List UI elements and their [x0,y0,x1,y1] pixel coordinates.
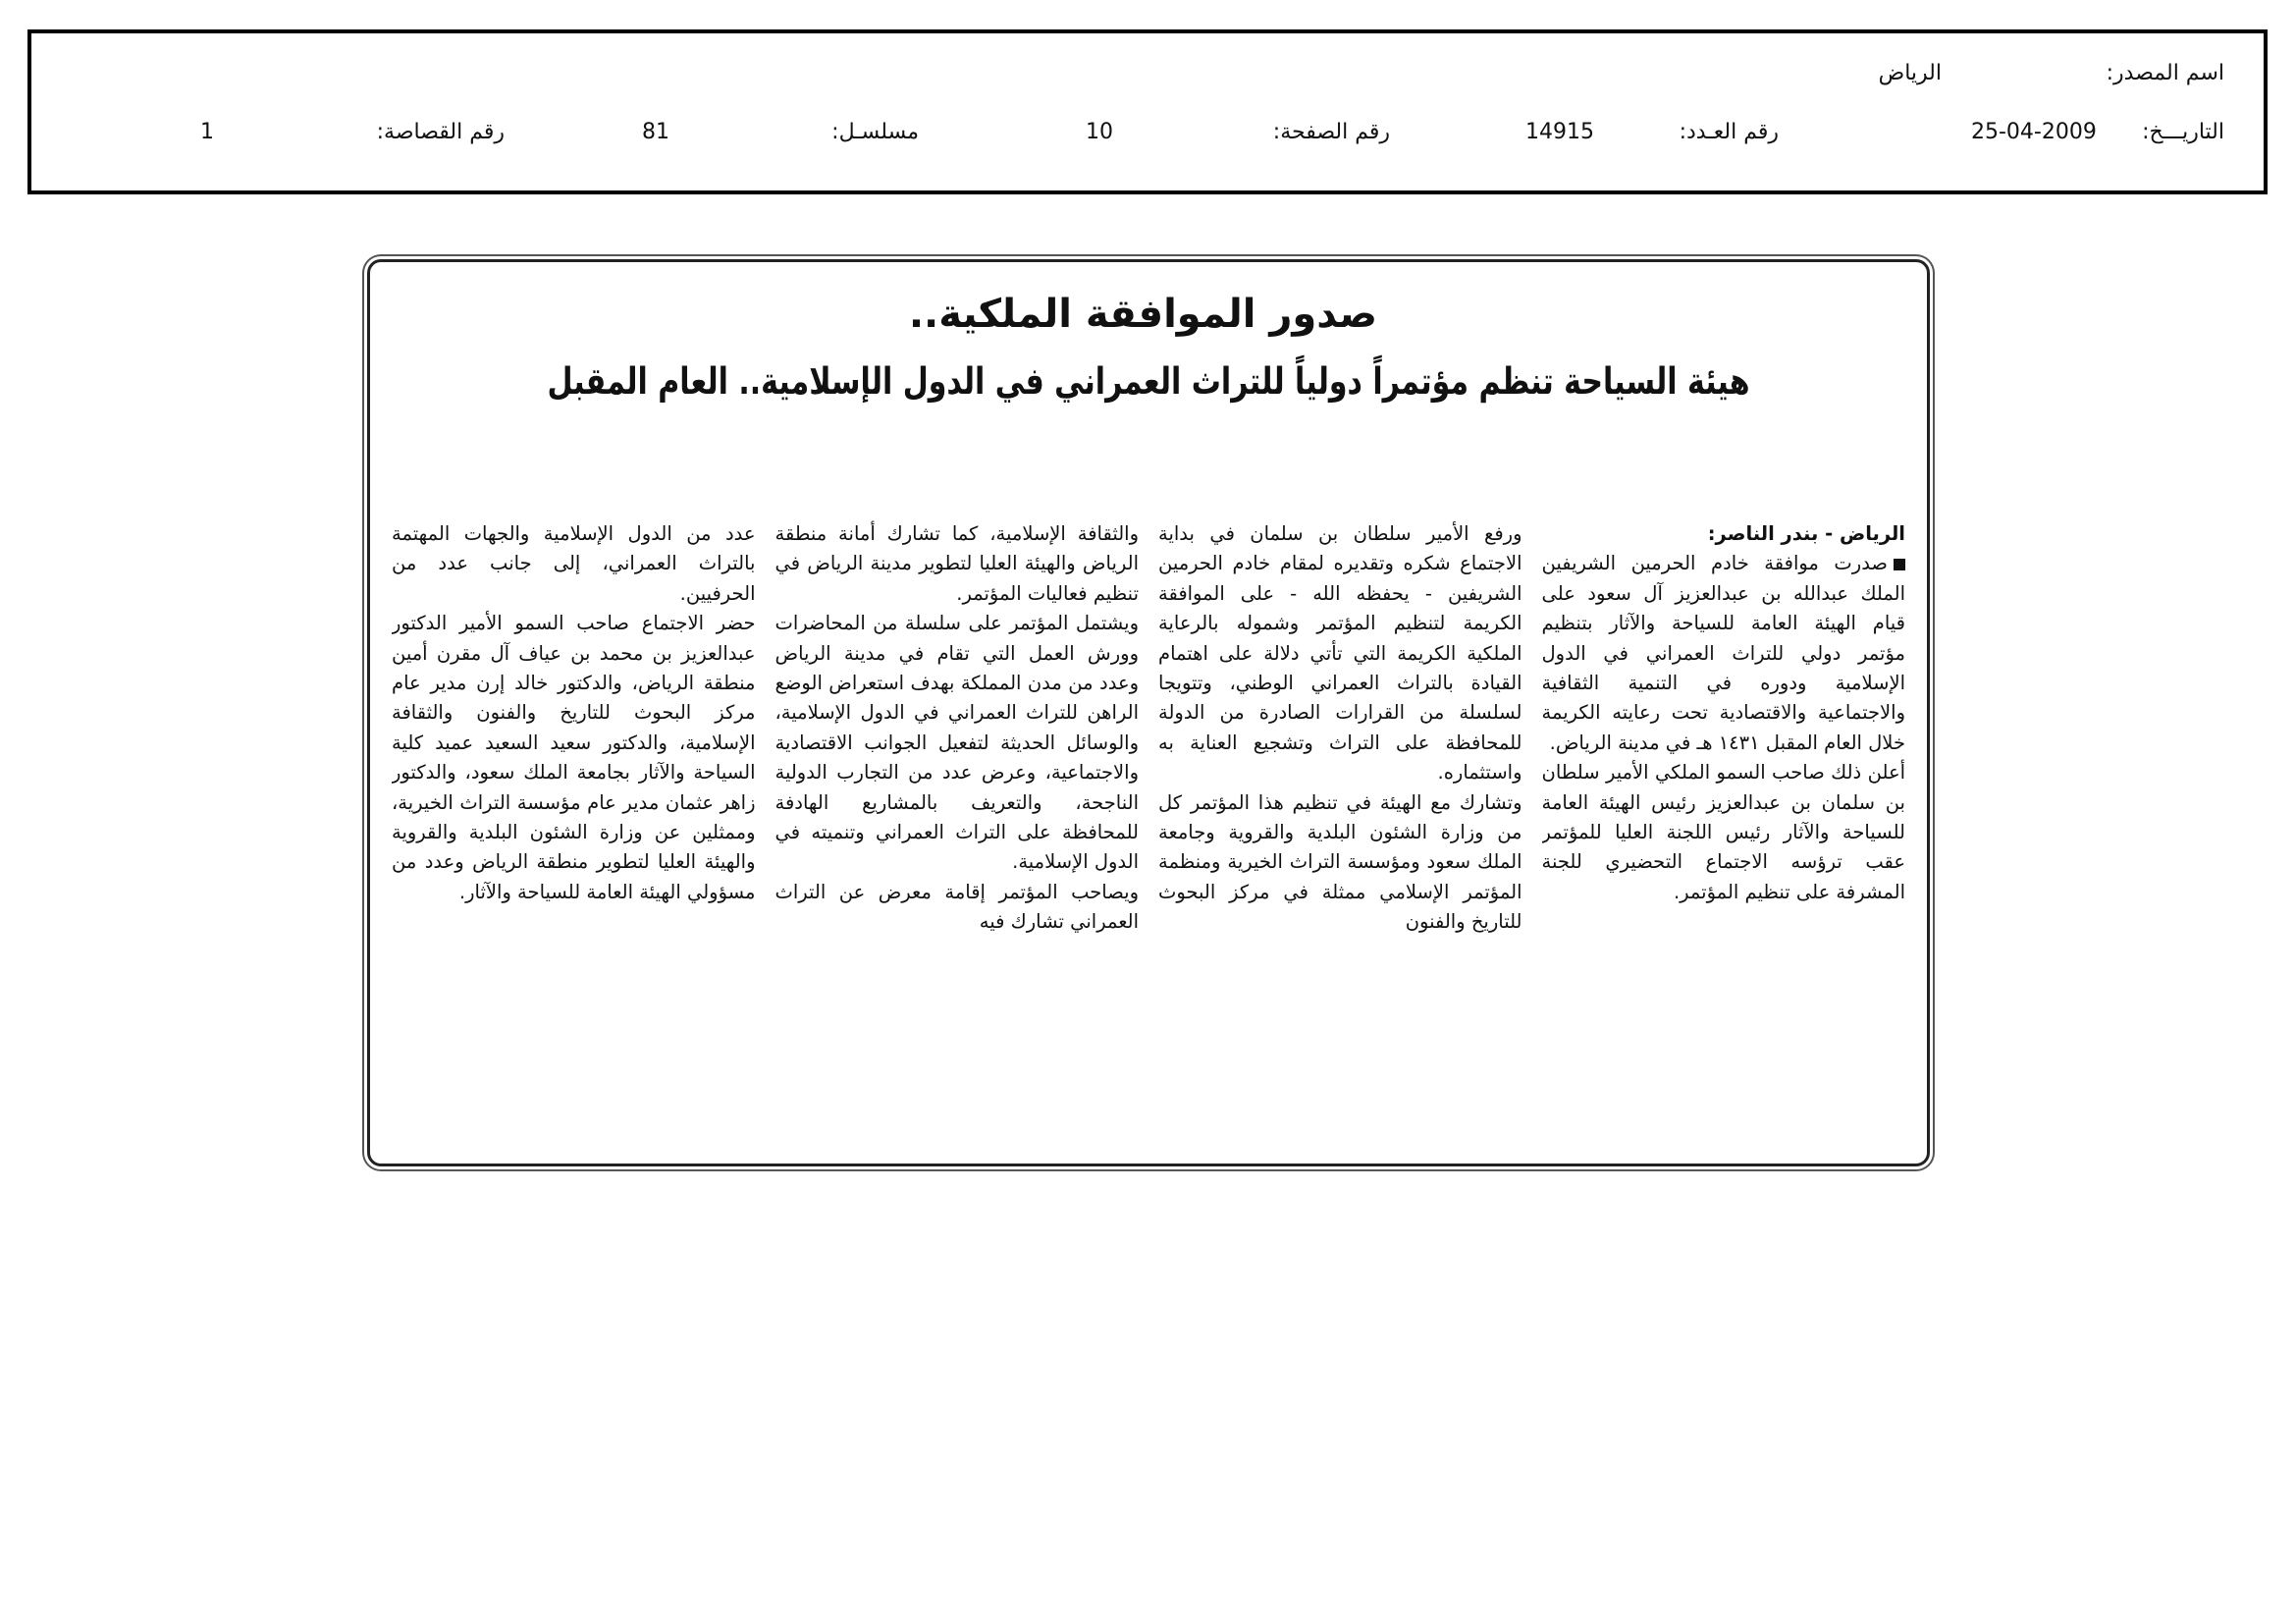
article-paragraph-text: صدرت موافقة خادم الحرمين الشريفين الملك عبدالله بن عبدالعزيز آل سعود على قيام الهيئة العامة للسياحة والآثار بتنظيم مؤتمر دولي للتراث العمراني في الدول الإسلامية ودوره في التنمية الثقافية والاجتماعية والاقتصادية تحت رعايته الكريمة خلال العام المقبل ١٤٣١ هـ في مدينة الرياض. [1541,552,1905,754]
issue-label: رقم العـدد: [1679,120,1779,144]
clip-value: 1 [200,120,214,144]
page-label: رقم الصفحة: [1272,120,1390,144]
article-kicker: صدور الموافقة الملكية.. [908,292,1377,337]
article-column-2 [1158,519,1522,1146]
article-paragraph: ورفع الأمير سلطان بن سلمان في بداية الاجتماع شكره وتقديره لمقام خادم الحرمين الشريفين - يحفظه الله - على الموافقة الكريمة لتنظيم المؤتمر وشموله بالرعاية الملكية الكريمة التي تأتي دلالة على اهتمام القيادة بالتراث العمراني الوطني، وتتويجا لسلسلة من القرارات الصادرة من الدولة للمحافظة على التراث وتشجيع العناية به واستثماره. [1158,522,1522,785]
article-paragraph: والثقافة الإسلامية، كما تشارك أمانة منطقة الرياض والهيئة العليا لتطوير مدينة الرياض في تنظيم فعاليات المؤتمر. [774,522,1139,605]
source-value: الرياض [1878,61,1942,85]
article-byline: الرياض - بندر الناصر: [1707,522,1905,545]
article-paragraph: ويصاحب المؤتمر إقامة معرض عن التراث العمراني تشارك فيه [774,880,1139,934]
article-paragraph: أعلن ذلك صاحب السمو الملكي الأمير سلطان بن سلمان بن عبدالعزيز رئيس الهيئة العامة للسياحة والآثار رئيس اللجنة العليا للمؤتمر عقب ترؤسه الاجتماع التحضيري للجنة المشرفة على تنظيم المؤتمر. [1541,761,1905,903]
article-paragraph: وتشارك مع الهيئة في تنظيم هذا المؤتمر كل من وزارة الشئون البلدية والقروية وجامعة الملك سعود ومؤسسة التراث الخيرية ومنظمة المؤتمر الإسلامي ممثلة في مركز البحوث للتاريخ والفنون [1158,790,1522,934]
source-label: اسم المصدر: [2106,61,2224,85]
article-paragraph [1542,549,1906,758]
clip-label: رقم القصاصة: [376,120,505,144]
article-headline: هيئة السياحة تنظم مؤتمراً دولياً للتراث العمراني في الدول الإسلامية.. العام المقبل [547,360,1750,404]
article-clipping [367,259,1930,1166]
serial-value: 81 [642,120,669,144]
article-column-4 [392,519,756,1146]
article-column-3 [775,519,1140,1146]
date-value: 25-04-2009 [1971,120,2097,144]
issue-value: 14915 [1525,120,1594,144]
date-label: التاريـــخ: [2142,120,2224,144]
article-column-1 [1542,519,1906,1146]
article-paragraph: حضر الاجتماع صاحب السمو الأمير الدكتور عبدالعزيز بن محمد بن عياف آل مقرن أمين منطقة الرياض، والدكتور خالد إرن مدير عام مركز البحوث للتاريخ والفنون والثقافة الإسلامية، والدكتور سعيد السعيد عميد كلية السياحة والآثار بجامعة الملك سعود، والدكتور زاهر عثمان مدير عام مؤسسة التراث الخيرية، وممثلين عن وزارة الشئون البلدية والقروية والهيئة العليا لتطوير منطقة الرياض وعدد من مسؤولي الهيئة العامة للسياحة والآثار. [392,612,756,903]
article-paragraph: عدد من الدول الإسلامية والجهات المهتمة بالتراث العمراني، إلى جانب عدد من الحرفيين. [392,522,756,605]
serial-label: مسلسـل: [831,120,919,144]
metadata-box [27,29,2268,194]
square-bullet-icon [1894,559,1905,570]
article-columns [392,519,1905,1146]
article-paragraph: ويشتمل المؤتمر على سلسلة من المحاضرات وورش العمل التي تقام في مدينة الرياض وعدد من مدن المملكة بهدف استعراض الوضع الراهن للتراث العمراني في الدول الإسلامية، والوسائل الحديثة لتفعيل الجوانب الاقتصادية والاجتماعية، وعرض عدد من التجارب الدولية الناجحة، والتعريف بالمشاريع الهادفة للمحافظة على التراث العمراني وتنميته في الدول الإسلامية. [774,612,1139,874]
page-value: 10 [1086,120,1113,144]
